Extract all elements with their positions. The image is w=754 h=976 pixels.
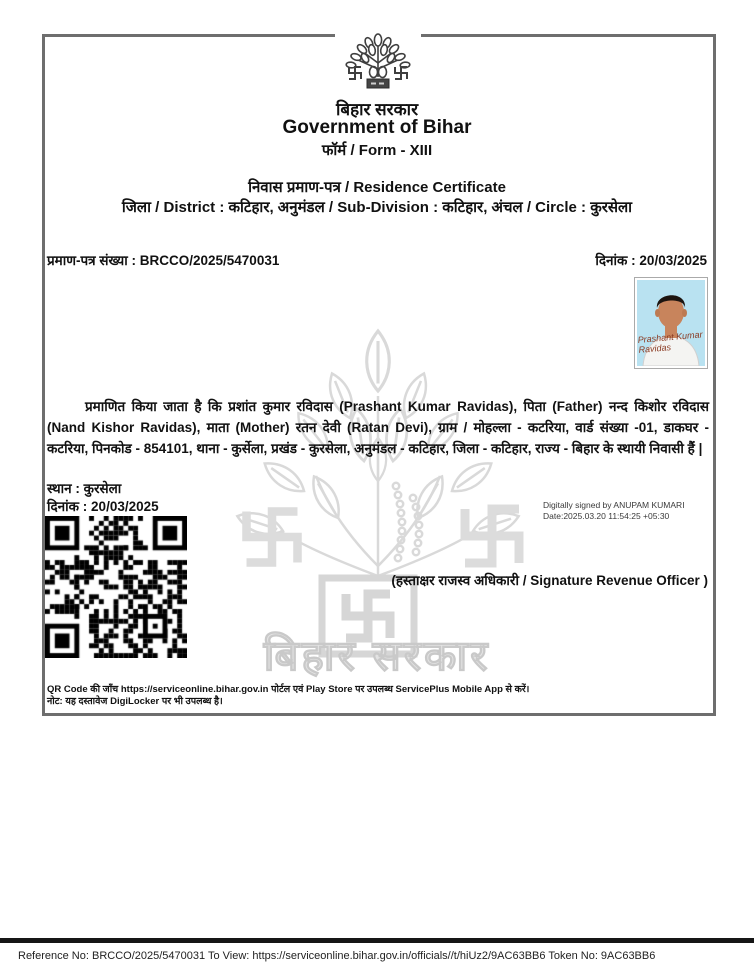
digital-signature-block: [543, 500, 713, 522]
qr-note-line2: नोट: यह दस्तावेज DigiLocker पर भी उपलब्ध है।: [47, 696, 223, 707]
jurisdiction-line: जिला / District : कटिहार, अनुमंडल / Sub-Division : कटिहार, अंचल / Circle : कुरसेला: [121, 199, 633, 216]
applicant-photo-image: [637, 280, 705, 366]
document-title: निवास प्रमाण-पत्र / Residence Certificate: [248, 179, 506, 196]
bihar-emblem: [335, 30, 421, 96]
org-name-hindi: बिहार सरकार: [335, 100, 419, 119]
watermark-text: बिहार सरकार: [263, 632, 491, 679]
place-value: कुरसेला: [83, 481, 122, 496]
qr-verification-notes: [47, 684, 529, 708]
signing-date-label: दिनांक :: [47, 499, 88, 514]
org-name-english: Government of Bihar: [282, 117, 472, 138]
issue-date-value: 20/03/2025: [639, 253, 707, 268]
signature-officer-label: (हस्ताक्षर राजस्व अधिकारी / Signature Revenue Officer ): [391, 573, 708, 588]
qr-code: [45, 516, 187, 658]
certificate-number-value: BRCCO/2025/5470031: [139, 253, 280, 268]
issue-date-label: दिनांक :: [595, 253, 636, 268]
certificate-number-line: [47, 251, 279, 269]
place-label: स्थान :: [47, 481, 80, 496]
signing-date-value: 20/03/2025: [91, 499, 159, 514]
qr-note-line1: QR Code की जाँच https://serviceonline.bihar.gov.in पोर्टल एवं Play Store पर उपलब्ध ServicePlus Mobile App से करें।: [47, 684, 530, 695]
signing-date-line: [47, 497, 159, 515]
reference-footer: Reference No: BRCCO/2025/5470031 To View: https://serviceonline.bihar.gov.in/officials//t/hiUz2/9AC63BB6 Token No: 9AC63BB6: [18, 950, 656, 962]
photo-signature-overlay: Prashant Kumar Ravidas: [637, 329, 703, 355]
certificate-statement: प्रमाणित किया जाता है कि प्रशांत कुमार रविदास (Prashant Kumar Ravidas), पिता (Father) नन्द किशोर रविदास (Nand Kishor Ravidas), माता (Mother) रतन देवी (Ratan Devi), ग्राम / मोहल्ला - कटरिया, वार्ड संख्या -01, डाकघर - कटरिया, पिनकोड - 854101, थाना - कुर्सेला, प्रखंड - कुरसेला, अनुमंडल - कटिहार, जिला - कटिहार, राज्य - बिहार के स्थायी निवासी हैं |: [47, 399, 709, 456]
applicant-photo: [634, 277, 708, 369]
place-line: [47, 479, 121, 497]
digital-signature-signer: Digitally signed by ANUPAM KUMARI: [543, 500, 685, 510]
bihar-emblem-icon: [338, 32, 418, 94]
digital-signature-date: Date:2025.03.20 11:54:25 +05:30: [543, 511, 670, 521]
certificate-number-label: प्रमाण-पत्र संख्या :: [47, 253, 136, 268]
issue-date-line: [595, 251, 707, 269]
form-number: फॉर्म / Form - XIII: [321, 142, 433, 159]
